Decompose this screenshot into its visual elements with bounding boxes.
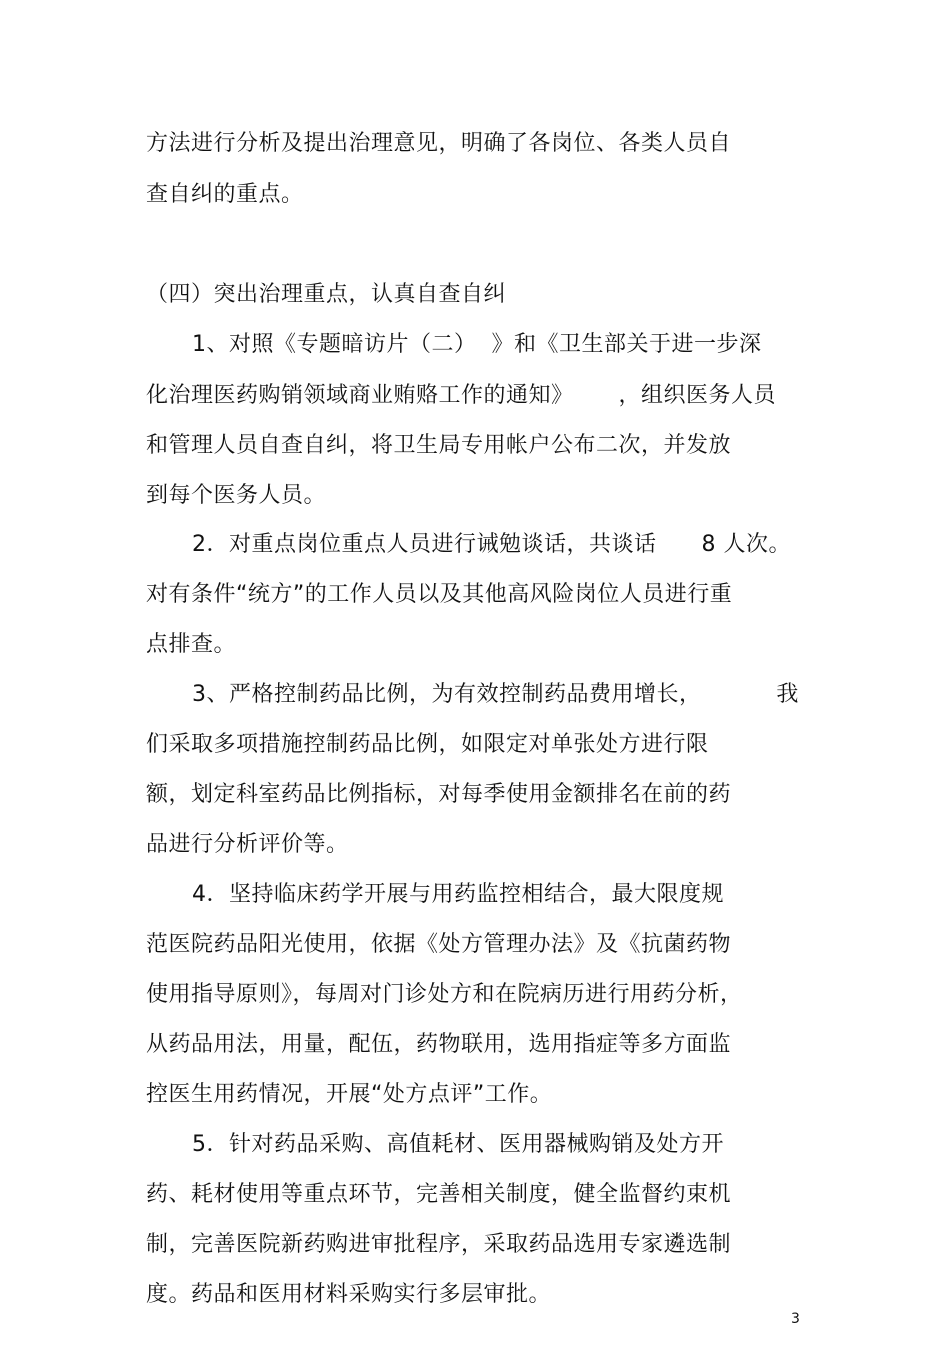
text-line: 控医生用药情况，开展“处方点评”工作。 [146,1082,553,1107]
section-heading: （四）突出治理重点，认真自查自纠 [146,282,507,307]
text-line: 点排查。 [146,632,237,657]
text-line: 制，完善医院新药购进审批程序，采取药品选用专家遴选制 [146,1232,732,1257]
text-line: 查自纠的重点。 [146,182,304,207]
text-line: 度。药品和医用材料采购实行多层审批。 [146,1282,552,1307]
text-line: 和管理人员自查自纠，将卫生局专用帐户公布二次，并发放 [146,433,732,458]
text-line: 们采取多项措施控制药品比例，如限定对单张处方进行限 [146,732,709,757]
text-line: 3、严格控制药品比例，为有效控制药品费用增长， 我 [192,682,799,707]
text-line: 品进行分析评价等。 [146,832,349,857]
text-line: 1、对照《专题暗访片（二） 》和《卫生部关于进一步深 [192,332,762,357]
text-line: 2．对重点岗位重点人员进行诫勉谈话，共谈话 8 人次。 [192,532,791,557]
text-line: 到每个医务人员。 [146,483,327,508]
text-line: 从药品用法，用量，配伍，药物联用，选用指症等多方面监 [146,1032,732,1057]
text-line: 额，划定科室药品比例指标，对每季使用金额排名在前的药 [146,782,732,807]
text-line: 4．坚持临床药学开展与用药监控相结合，最大限度规 [192,882,724,907]
page-number: 3 [791,1311,800,1327]
text-line: 方法进行分析及提出治理意见，明确了各岗位、各类人员自 [146,131,732,156]
text-line: 对有条件“统方”的工作人员以及其他高风险岗位人员进行重 [146,582,733,607]
text-line: 药、耗材使用等重点环节，完善相关制度，健全监督约束机 [146,1182,732,1207]
text-line: 化治理医药购销领域商业贿赂工作的通知》 ，组织医务人员 [146,383,776,408]
text-line: 范医院药品阳光使用，依据《处方管理办法》及《抗菌药物 [146,932,732,957]
text-line: 使用指导原则》，每周对门诊处方和在院病历进行用药分析， [146,982,743,1007]
text-line: 5．针对药品采购、高值耗材、医用器械购销及处方开 [192,1132,724,1157]
